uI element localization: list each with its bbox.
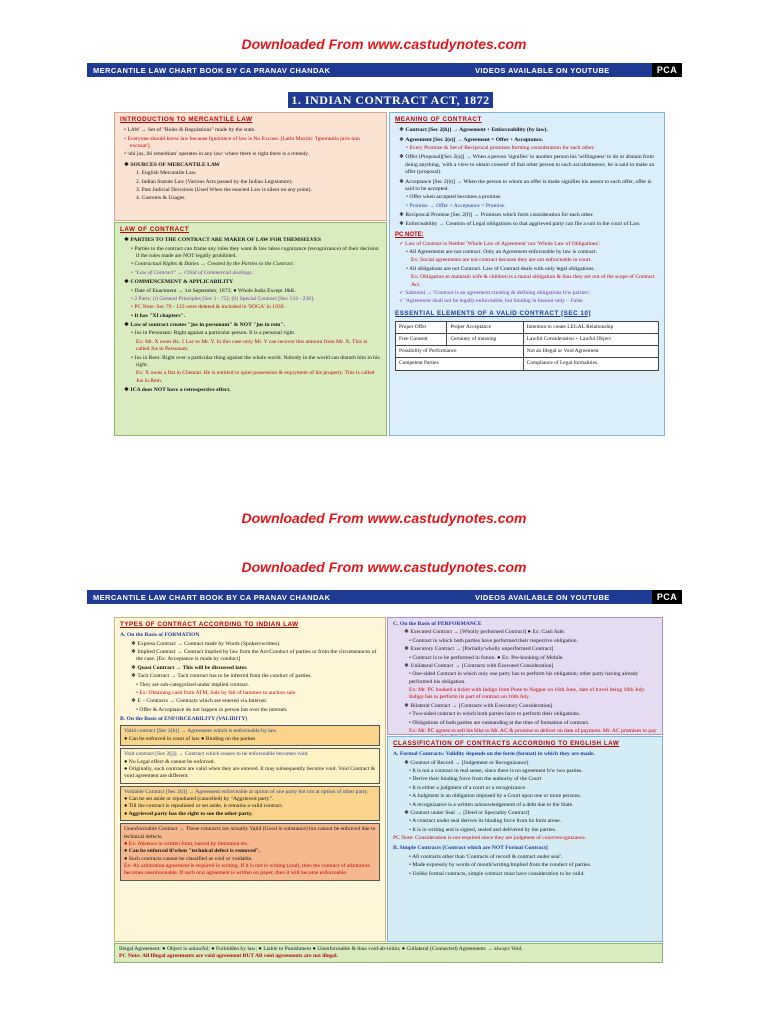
banner-youtube: VIDEOS AVAILABLE ON YOUTUBE <box>475 65 610 75</box>
table-cell: Competent Parties <box>396 358 524 370</box>
pca-logo: PCA <box>652 590 682 604</box>
download-watermark-bottom: Downloaded From www.castudynotes.com <box>241 510 527 526</box>
seal-point: • A contract under seal derives its binding force from its form alone. <box>409 818 562 825</box>
table-cell: Free Consent <box>396 334 447 346</box>
enforceability: ❖ Enforceability → Creation of Legal obligations so that aggrieved party can file a suit in the court of Law. <box>399 221 641 228</box>
contract-definition: ❖ Contract [Sec 2(h)] → Agreement + Enforceability (by law). <box>399 127 548 134</box>
banner-title: MERCANTILE LAW CHART BOOK BY CA PRANAV CHANDAK <box>93 65 331 75</box>
pc-note-example: Ex: Social agreements are not contract because they are not enforceable in court. <box>411 257 592 264</box>
record-point: • A Judgment is an obligation imposed by a Court upon one or more persons. <box>409 793 582 800</box>
download-watermark-top: Downloaded From www.castudynotes.com <box>241 559 527 575</box>
jus-rem: • Jus in Rem: Right over a particular thing against the whole world. Nobody in the world can disturb him in his right. <box>131 354 380 368</box>
unilateral-example: Ex: Mr. PC booked a ticket with Indigo from Pune to Nagpur on 16th June, date of travel being 16th July. Indigo has to perform its part of contract on 16th July. <box>409 687 646 701</box>
chart-book-banner <box>87 590 682 604</box>
salmond-quote: ✓ Salmond → 'Contract is an agreement creating & defining obligations b/w parties'. <box>399 289 591 296</box>
jus-personam: • Jus in Personam: Right against a particular person. It is a personal right. <box>131 330 296 337</box>
contract-under-seal: ❖ Contract under Seal → [Deed or Speciality Contract] <box>404 809 530 816</box>
unilateral-point: • One-sided Contract in which only one party has to perform his obligation; other party having already performed his obligation. <box>409 671 639 685</box>
bilateral-example: Ex: Mr. PC agrees to sell his bike to Mr. AC & promise to deliver on date of payment. Mr. AC promises to pay <box>409 727 657 734</box>
unenforceable-point: ● Can be enforced if/when "technical defect is removed". <box>124 848 261 855</box>
ignorance-maxim: • Everyone should know law because Ignorance of law is No Excuse. [Latin Maxim: 'Ignorantia juris non excusat']. <box>124 135 360 150</box>
unenforceable-example: Ex: An arbitration agreement is required in writing. If it is not in writing (oral), then the contract of arbitration becomes unenforceable. If such oral agreement is written on paper, then it will become enforceable. <box>124 863 371 877</box>
simple-point: • Unlike formal contracts, simple contract must have consideration to be valid. <box>409 870 585 877</box>
meaning-heading: MEANING OF CONTRACT <box>395 116 482 123</box>
ica-retrospective: ❖ ICA does NOT have a retrospective effect. <box>124 387 231 394</box>
pc-note-point: ✓ Law of Contract is Neither 'Whole Law of Agreement' nor 'Whole Law of Obligations'. <box>399 240 601 247</box>
pc-note-example: Ex: Obligation to maintain wife & children is a moral obligation & thus they are out of the scope of Contract Act. <box>411 274 655 288</box>
parties-point: • "Law of Contract" → Child of Commercial dealings. <box>131 269 253 276</box>
record-point: • Derive their binding force from the authority of the Court <box>409 776 542 783</box>
commencement-point: • 2 Parts: (i) General Principles [Sec 1 - 75]; (ii) Special Contract [Sec 124 - 238]. <box>131 295 315 302</box>
commencement-point: • It has "XI chapters". <box>131 312 186 319</box>
express-contract: ❖ Express Contract → Contract made by Words (Spoken/written). <box>131 640 281 647</box>
performance-panel <box>387 617 663 735</box>
table-cell: Possibility of Performance <box>396 346 524 358</box>
valid-contract: Valid contract [Sec 2(h)] → Agreement which is enforceable by law. <box>124 728 278 735</box>
law-definition: • LAW → Set of "Rules & Regulations" made by the state. <box>124 127 256 134</box>
record-point: • It is either a judgment of a court or a recognizance. <box>409 784 527 791</box>
illegal-agreement-strip <box>114 943 663 963</box>
parties-point: • Contractual Rights & Duties → Created by the Parties to the Contract. <box>131 261 295 268</box>
unenforceable-contract: Unenforceable Contract → These contracts are actually Valid (Good in substance) but cannot be enforced due to technical defects. <box>124 826 376 840</box>
page-title: 1. INDIAN CONTRACT ACT, 1872 <box>288 92 493 108</box>
jus-statement: ❖ Law of contract creates "jus in personam" & NOT "jus in rem". <box>124 322 285 329</box>
reciprocal-promise: ❖ Reciprocal Promise [Sec 2(f)] → Promises which form consideration for each other. <box>399 212 594 219</box>
jus-rem-example: Ex: X owns a flat in Chennai. He is entitled to quiet possession & enjoyment of his property. This is called Jus in Rem. <box>136 370 375 384</box>
void-point: ● Originally, such contracts are valid when they are entered. It may subsequently become void. Void Contract & void agreement are different. <box>124 765 376 780</box>
unenforceable-point: ● Ex: Absence in written form, barred by limitation etc. <box>124 840 249 847</box>
executed-contract: ❖ Executed Contract → [Wholly performed Contract] ● Ex: Cash Sale. <box>404 629 566 636</box>
essentials-table <box>395 321 659 371</box>
tacit-contract: ❖ Tacit Contract → Tacit contract has to be inferred from the conduct of parties. <box>131 673 312 680</box>
table-row <box>396 358 659 370</box>
contract-of-record: ❖ Contract of Record → [Judgement or Recognizance] <box>404 759 529 766</box>
seal-pc-note: PC Note: Consideration is not required since they are judgment of court/recognizance. <box>393 835 587 842</box>
unenforceable-contract-box <box>120 823 380 881</box>
acceptance-point: • Promise → Offer + Acceptance = Promise. <box>406 202 506 209</box>
download-watermark-top: Downloaded From www.castudynotes.com <box>241 36 527 52</box>
bilateral-point: • Two-sided contract in which both parties have to perform their obligations. <box>409 711 581 718</box>
chart-book-banner <box>87 63 682 77</box>
performance-heading: C. On the Basis of PERFORMANCE <box>393 621 482 627</box>
types-heading: TYPES OF CONTRACT ACCORDING TO INDIAN LAW <box>120 621 299 628</box>
table-cell: Certainty of meaning <box>447 334 523 346</box>
void-contract-box <box>120 748 380 784</box>
source-item: 3. Past Judicial Decisions (Used When the enacted Law is silent on any point). <box>136 186 312 193</box>
types-panel <box>114 617 386 942</box>
commencement-point: • PC Note: Sec 76 - 123 were deleted & included in 'SOGA' in 1930. <box>131 304 285 311</box>
banner-youtube: VIDEOS AVAILABLE ON YOUTUBE <box>475 592 610 602</box>
table-cell: Not an Illegal or Void Agreement <box>523 346 658 358</box>
executory-contract: ❖ Executory Contract → [Partially/wholly unperformed Contract] <box>404 646 554 653</box>
seal-point: • It is in writing and is signed, sealed and delivered by the parties. <box>409 826 557 833</box>
law-of-contract-panel <box>114 222 387 436</box>
parties-point: • Parties to the contract can frame any rules they want & law takes cognizance (recognizance) of their decision if the rules made are NOT legally prohibited. <box>131 245 379 260</box>
valid-point: ● Can be enforced in court of law ● Binding on the parties <box>124 735 256 742</box>
voidable-point: ● Aggrieved party has the right to sue the other party. <box>124 810 253 817</box>
executed-point: • Contract in which both parties have performed their respective obligation. <box>409 637 578 644</box>
voidable-point: ● Can be set aside or repudiated (cancelled) by "Aggrieved party". <box>124 796 274 803</box>
formal-contracts: A. Formal Contracts: Validity depends on the form (format) in which they are made. <box>393 751 595 758</box>
acceptance-definition: ❖ Acceptance [Sec 2(b)] → When the person to whom an offer is made signifies his assent to such offer, offer is said to be accepted. <box>399 178 652 192</box>
illegal-agreement: Illegal Agreement: ● Object is unlawful; ● Forbidden by law; ● Liable to Punishment ● Unenforceable & thus void-ab-initio; ● Collateral (Connected) Agreements → always Void. <box>119 946 523 952</box>
void-point: ● No Legal effect & cannot be enforced. <box>124 758 215 765</box>
implied-contract: ❖ Implied Contract → Contract implied by law from the Act/Conduct of parties or from the circumstances of the case. [Ex: Acceptance is made by conduct] <box>131 649 377 663</box>
law-of-contract-heading: LAW OF CONTRACT <box>120 226 190 233</box>
intro-heading: INTRODUCTION TO MERCANTILE LAW <box>120 116 253 123</box>
table-cell: Proper Acceptance <box>447 322 523 334</box>
commencement-point: • Date of Enactment → 1st September, 1872; ● Whole India Except J&K. <box>131 287 297 294</box>
bilateral-contract: ❖ Bilateral Contract → [Contracts with Executory Consideration] <box>404 702 553 709</box>
bilateral-point: • Obligations of both parties are outstanding at the time of formation of contract. <box>409 719 590 726</box>
executory-point: • Contract is to be performed in future. ● Ex: Pre-booking of Mobile. <box>409 654 564 661</box>
english-law-panel <box>387 736 663 942</box>
meaning-panel <box>389 112 665 436</box>
tacit-example: • Ex: Obtaining cash from ATM, Sale by fall of hammer in auction sale. <box>136 689 297 696</box>
tacit-point: • They are sub-categorized under implied contract. <box>136 681 250 688</box>
e-contract: ❖ E – Contracts → Contracts which are entered via Internet. <box>131 698 268 705</box>
table-cell: Compliance of Legal formalities. <box>523 358 658 370</box>
offer-definition: ❖ Offer (Proposal)[Sec 2(a)] → When a person 'signifies' to another person his 'willingness' to do or abstain from doing anything, 'with a view to obtain consent' of that other person to such act/abstinence, he is said to make an offer (proposal). <box>399 154 655 176</box>
simple-point: • Made expressly by words of mouth/writing/implied from the conduct of parties. <box>409 862 592 869</box>
simple-point: • All contracts other than 'Contracts of record & contract under seal'. <box>409 853 563 860</box>
source-item: 1. English Mercantile Law. <box>136 170 197 177</box>
voidable-point: ● Till the contract is repudiated or set aside, it remains a valid contract. <box>124 803 284 810</box>
enforceability-title: B. On the Basis of ENFORCEABILITY (VALIDITY) <box>120 716 248 723</box>
pc-note-point: • All Agreements are not contract. Only an Agreement enforceable by law is contract. <box>406 249 598 256</box>
commencement-title: ❖ COMMENCEMENT & APPLICABILITY <box>124 279 234 286</box>
voidable-contract: Voidable Contract [Sec 2(i)] → Agreement enforceable at option of one party but not at option of other party. <box>124 788 369 795</box>
source-item: 2. Indian Statute Law (Various Acts passed by the Indian Legislature). <box>136 178 293 185</box>
table-row <box>396 346 659 358</box>
essentials-heading: ESSENTIAL ELEMENTS OF A VALID CONTRACT [SEC 10] <box>395 309 591 317</box>
intro-panel <box>114 112 387 221</box>
source-item: 4. Customs & Usages. <box>136 195 186 202</box>
unilateral-contract: ❖ Unilateral Contract → [Contracts with Executed Consideration] <box>404 662 554 669</box>
record-point: • A recognizance is a written acknowledgement of a debt due to the State. <box>409 801 574 808</box>
record-point: • It is not a contract in real sense, since there is no agreement b/w two parties. <box>409 768 583 775</box>
pca-logo: PCA <box>652 63 682 77</box>
banner-title: MERCANTILE LAW CHART BOOK BY CA PRANAV CHANDAK <box>93 592 331 602</box>
jus-personam-example: Ex: Mr. X owes Rs. 1 Lac to Mr. Y. In this case only Mr. Y can recover this amount from Mr. X. This is called Jus in Personam. <box>136 338 368 353</box>
english-law-heading: CLASSIFICATION OF CONTRACTS ACCORDING TO ENGLISH LAW <box>393 740 620 747</box>
simple-contracts: B. Simple Contracts [Contract which are NOT Formal Contract] <box>393 845 548 852</box>
valid-contract-box <box>120 725 380 746</box>
formation-title: A. On the Basis of FORMATION <box>120 632 200 639</box>
table-cell: Proper Offer <box>396 322 447 334</box>
table-cell: Intention to create LEGAL Relationship <box>523 322 658 334</box>
table-row <box>396 322 659 334</box>
parties-title: ❖ PARTIES TO THE CONTRACT ARE MAKER OF LAW FOR THEMSELVES <box>124 237 322 244</box>
agreement-sub: • Every Promise & Set of Reciprocal promises forming consideration for each other. <box>406 145 595 152</box>
sources-title: ❖ SOURCES OF MERCANTILE LAW <box>124 161 220 168</box>
voidable-contract-box <box>120 786 380 822</box>
e-contract-point: • Offer & Acceptance do not happen in person but over the internet. <box>136 706 288 713</box>
table-cell: Lawful Consideration + Lawful Object <box>523 334 658 346</box>
unenforceable-point: ● Such contracts cannot be classified as void or voidable. <box>124 855 253 862</box>
ubi-jus: • 'ubi jus, ibi remedium' operates in any law: where there is right there is a remedy. <box>124 151 310 158</box>
illegal-pc-note: PC Note: All Illegal agreements are void agreement BUT All void agreements are not illegal. <box>119 953 338 960</box>
pc-note-point: • All obligations are not Contract. Law of Contract deals with only legal obligations. <box>406 265 595 272</box>
acceptance-point: • Offer when accepted becomes a promise. <box>406 194 502 201</box>
agreement-definition: ❖ Agreement [Sec 2(e)] → Agreement = Offer + Acceptance. <box>399 136 544 143</box>
honour-clause: ✓ 'Agreement shall not be legally enforceable, but binding in honour only – False. <box>399 298 584 305</box>
void-contract: Void contract [Sec 2(j)] → Contract which ceases to be enforceable becomes void. <box>124 751 309 758</box>
table-row <box>396 334 659 346</box>
pc-note-label: PC NOTE: <box>395 231 424 238</box>
quasi-contract: ❖ Quasi Contract → This will be discussed later. <box>131 664 248 671</box>
